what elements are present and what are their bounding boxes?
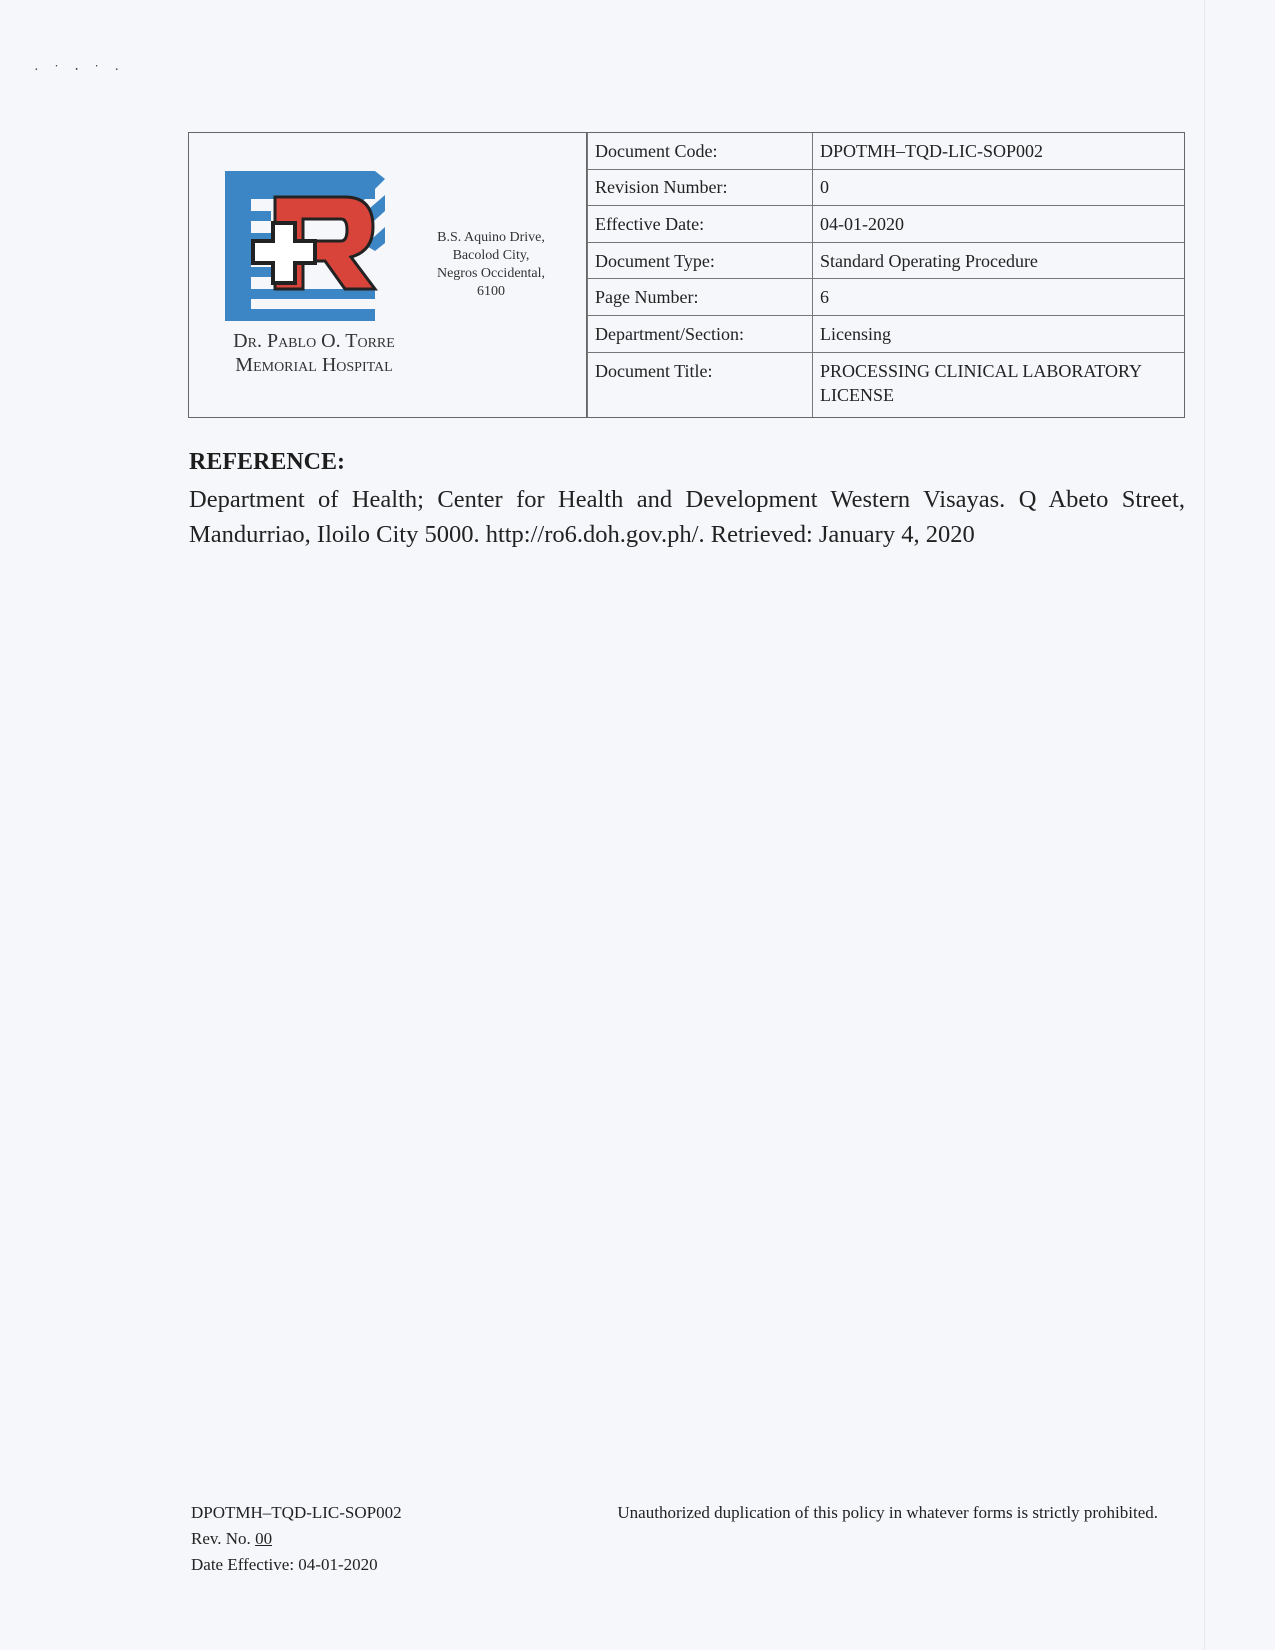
address-line: Negros Occidental, xyxy=(436,266,546,281)
field-value: 6 xyxy=(813,279,1185,316)
field-value: Licensing xyxy=(813,315,1185,352)
table-row xyxy=(588,206,1185,243)
footer-revision xyxy=(191,1526,402,1552)
field-label: Document Title: xyxy=(588,352,813,417)
table-row xyxy=(588,169,1185,206)
table-row xyxy=(588,352,1185,417)
hospital-identity xyxy=(189,133,587,417)
hospital-name xyxy=(199,329,429,377)
field-label: Document Code: xyxy=(588,133,813,169)
footer-rev-label: Rev. No. xyxy=(191,1529,256,1548)
address-line: 6100 xyxy=(477,284,505,299)
footer-notice: Unauthorized duplication of this policy in whatever forms is strictly prohibited. xyxy=(617,1503,1158,1522)
footer-date-value: 04-01-2020 xyxy=(298,1555,378,1574)
reference-heading: REFERENCE: xyxy=(189,449,346,475)
table-row xyxy=(588,315,1185,352)
hospital-name-line2: Memorial Hospital xyxy=(235,354,393,376)
field-value: Standard Operating Procedure xyxy=(813,242,1185,279)
field-label: Effective Date: xyxy=(588,206,813,243)
hospital-logo-icon xyxy=(225,171,385,327)
hospital-address xyxy=(421,229,561,301)
hospital-name-line1: Dr. Pablo O. Torre xyxy=(233,330,395,352)
field-label: Revision Number: xyxy=(588,169,813,206)
page-edge xyxy=(1204,0,1205,1650)
field-value: 0 xyxy=(813,169,1185,206)
address-line: B.S. Aquino Drive, xyxy=(437,230,545,245)
document-meta-table xyxy=(587,133,1184,417)
field-label: Department/Section: xyxy=(588,315,813,352)
field-value: DPOTMH–TQD-LIC-SOP002 xyxy=(813,133,1185,169)
footer-date-label: Date Effective: xyxy=(191,1555,299,1574)
reference-body: Department of Health; Center for Health and Development Western Visayas. Q Abeto Street, Mandurriao, Iloilo City 5000. http://ro6.doh.gov.ph/. Retrieved: January 4, 2020 xyxy=(189,486,1185,548)
table-row xyxy=(588,133,1185,169)
field-label: Document Type: xyxy=(588,242,813,279)
field-value: PROCESSING CLINICAL LABORATORY LICENSE xyxy=(813,352,1185,417)
address-line: Bacolod City, xyxy=(452,248,530,263)
document-header xyxy=(188,132,1185,418)
footer-code: DPOTMH–TQD-LIC-SOP002 xyxy=(191,1503,402,1522)
table-row xyxy=(588,279,1185,316)
field-value: 04-01-2020 xyxy=(813,206,1185,243)
footer-date xyxy=(191,1552,402,1578)
scan-specks: · ˙ ‧ ˙ · xyxy=(34,63,126,78)
field-label: Page Number: xyxy=(588,279,813,316)
footer-document-info xyxy=(191,1500,402,1578)
footer-rev-value: 00 xyxy=(255,1529,273,1548)
table-row xyxy=(588,242,1185,279)
